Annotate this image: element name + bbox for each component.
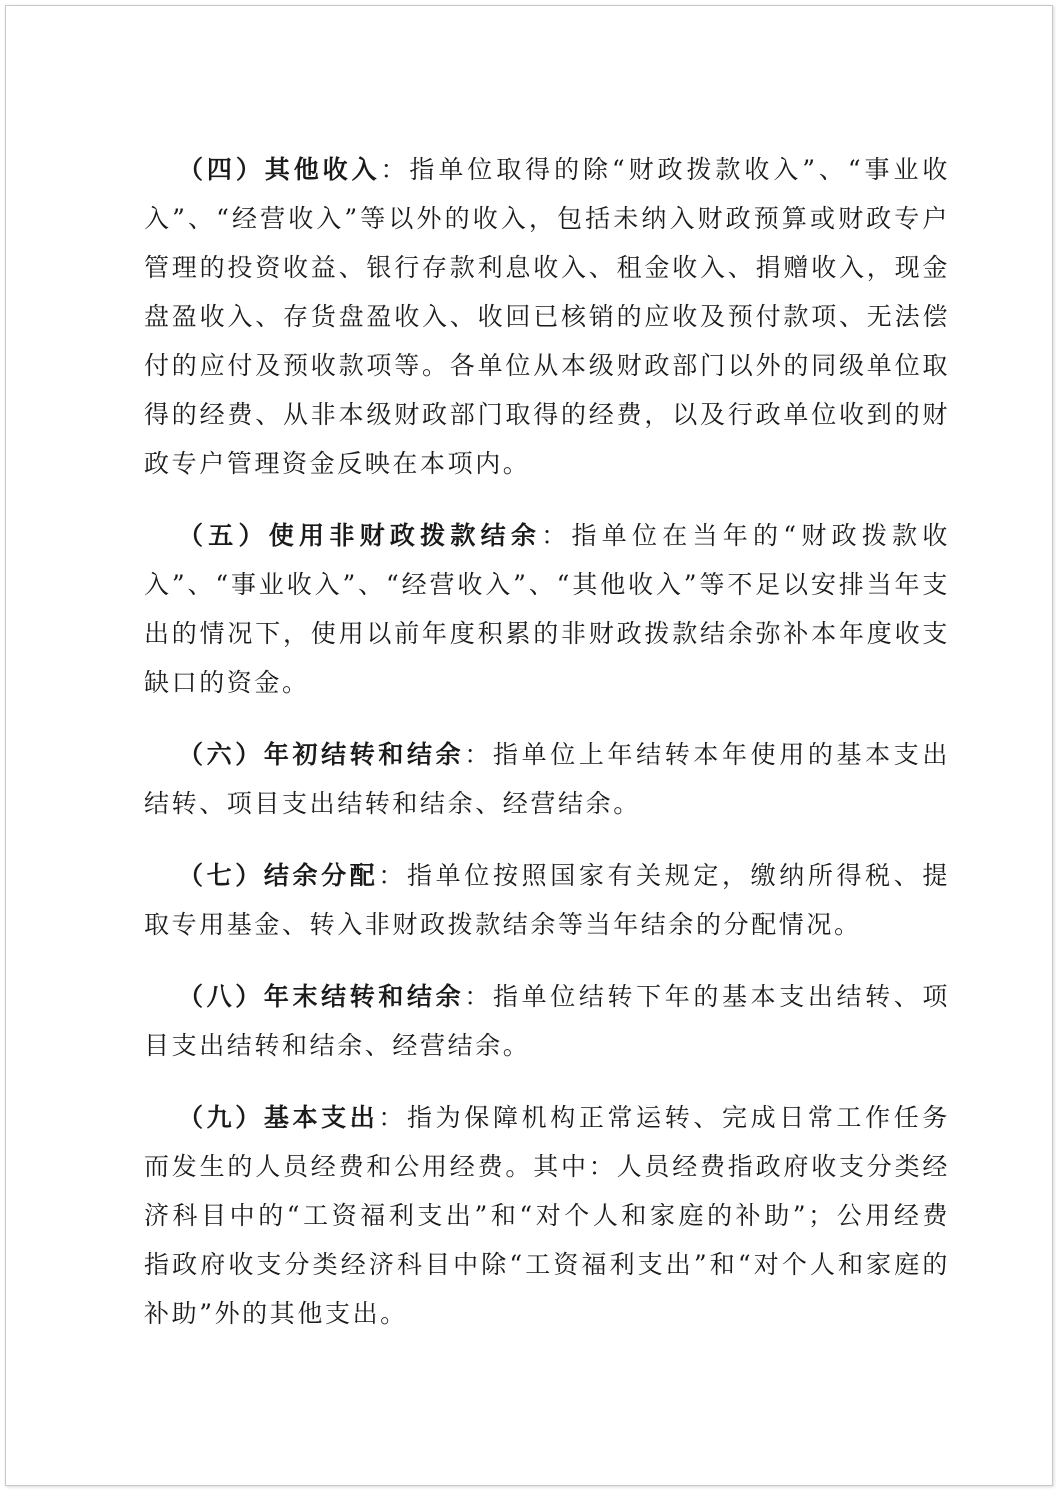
paragraph-heading: （六）年初结转和结余	[178, 740, 465, 769]
paragraph-heading: （五）使用非财政拨款结余	[178, 521, 542, 550]
paragraph-basic-expenditure	[144, 1093, 950, 1338]
paragraph-heading: （八）年末结转和结余	[178, 982, 465, 1011]
paragraph-text: ：指单位结转下年的基本支出结转、项目支出结转和结余、经营结余。	[144, 982, 950, 1060]
paragraph-text: ：指单位按照国家有关规定，缴纳所得税、提取专用基金、转入非财政拨款结余等当年结余的分配情况。	[144, 861, 950, 939]
paragraph-opening-balance	[144, 730, 950, 828]
paragraph-text: ：指单位取得的除“财政拨款收入”、“事业收入”、“经营收入”等以外的收入，包括未纳入财政预算或财政专户管理的投资收益、银行存款利息收入、租金收入、捐赠收入，现金盘盈收入、存货盘盈收入、收回已核销的应收及预付款项、无法偿付的应付及预收款项等。各单位从本级财政部门以外的同级单位取得的经费、从非本级财政部门取得的经费，以及行政单位收到的财政专户管理资金反映在本项内。	[144, 155, 950, 478]
paragraph-closing-balance	[144, 972, 950, 1070]
paragraph-heading: （四）其他收入	[178, 155, 381, 184]
paragraph-heading: （九）基本支出	[178, 1103, 379, 1132]
document-page	[5, 5, 1053, 1486]
paragraph-surplus-distribution	[144, 851, 950, 949]
paragraph-text: ：指单位上年结转本年使用的基本支出结转、项目支出结转和结余、经营结余。	[144, 740, 950, 818]
paragraph-text: ：指单位在当年的“财政拨款收入”、“事业收入”、“经营收入”、“其他收入”等不足以安排当年支出的情况下，使用以前年度积累的非财政拨款结余弥补本年度收支缺口的资金。	[144, 521, 951, 697]
paragraph-text: ：指为保障机构正常运转、完成日常工作任务而发生的人员经费和公用经费。其中：人员经费指政府收支分类经济科目中的“工资福利支出”和“对个人和家庭的补助”；公用经费指政府收支分类经济科目中除“工资福利支出”和“对个人和家庭的补助”外的其他支出。	[144, 1103, 950, 1328]
document-body	[144, 145, 950, 1338]
paragraph-use-of-surplus	[144, 511, 950, 707]
paragraph-other-income	[144, 145, 950, 488]
paragraph-heading: （七）结余分配	[178, 861, 379, 890]
